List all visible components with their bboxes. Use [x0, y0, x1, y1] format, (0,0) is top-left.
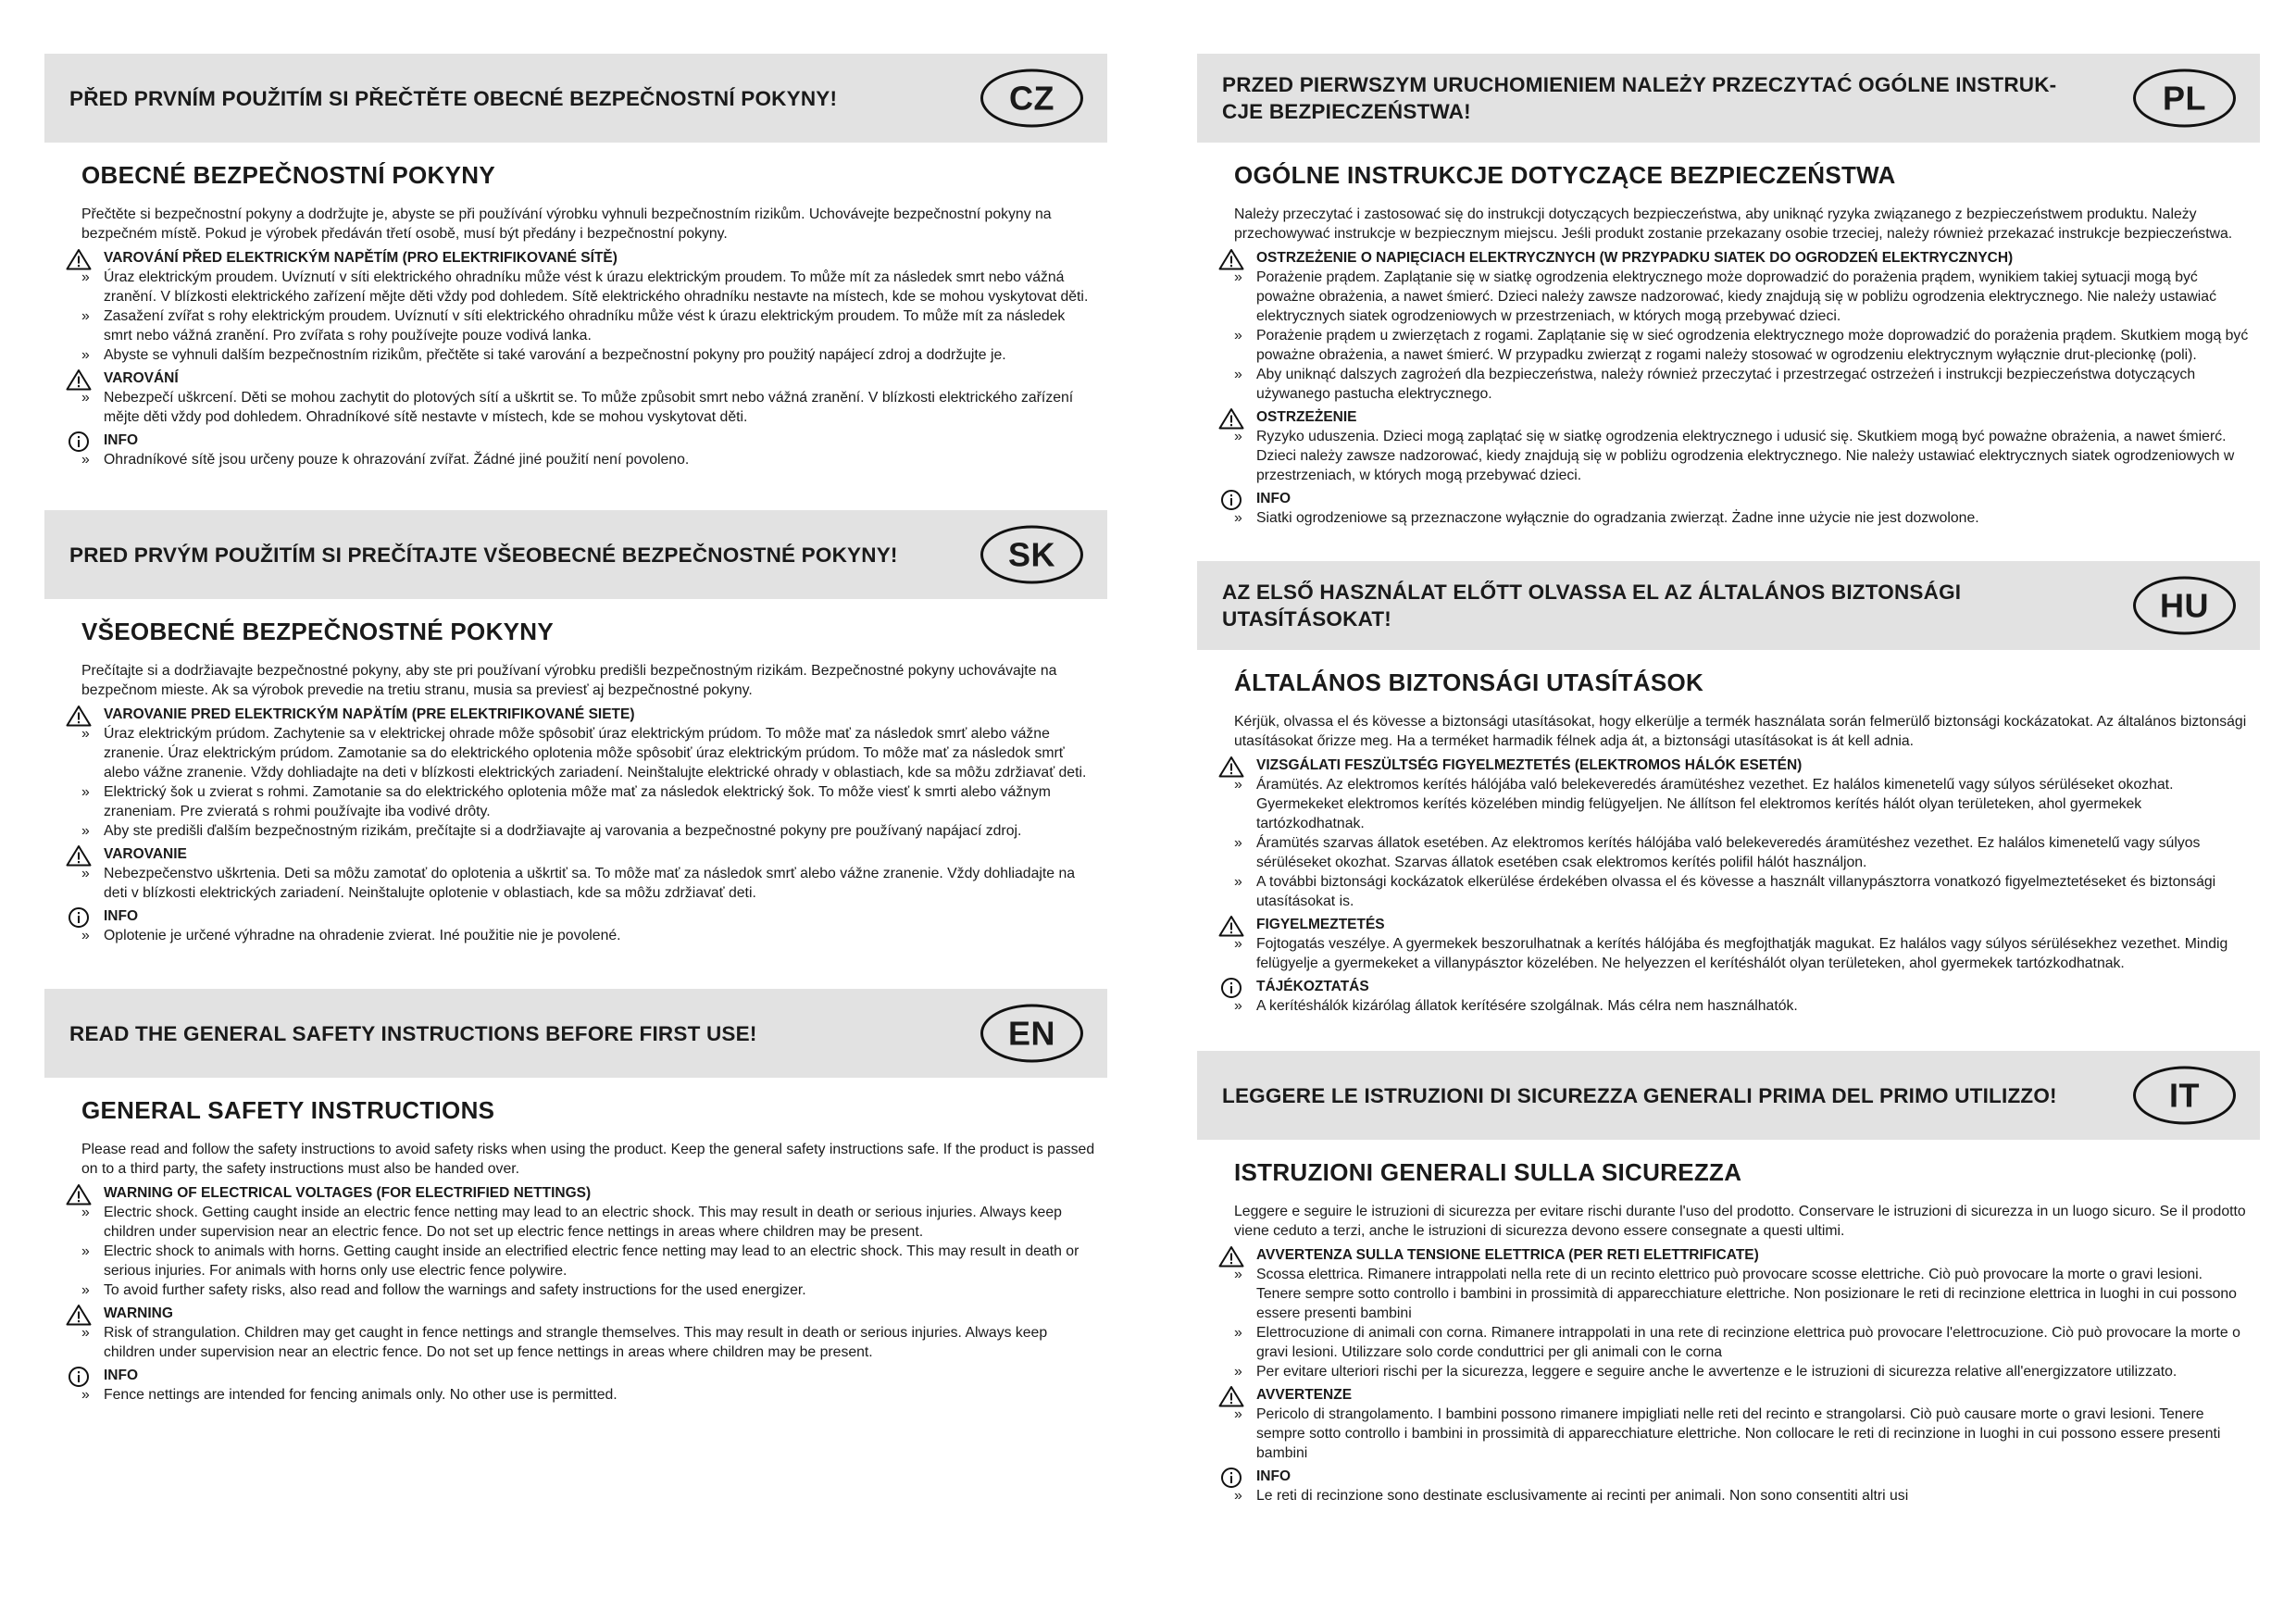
warning-voltage-heading [81, 1184, 1096, 1203]
list-item [81, 450, 1096, 469]
bullet-marker: » [81, 1205, 90, 1220]
list-item-text: Pericolo di strangolamento. I bambini possono rimanere impigliati nelle reti del recinto e strangolarsi. Ciò può causare morte o gravi lesioni. Tenere sempre sotto controllo i bambini in prossimità di apparecchiature elettriche. Non collocare le reti di recinzione in luoghi in cui possono essere presenti bambini [1256, 1406, 2221, 1461]
list-item [81, 1323, 1096, 1362]
list-item [1234, 833, 2249, 872]
info-list [1234, 996, 2249, 1016]
section-it [1197, 1051, 2260, 1505]
block-heading-text: VAROVANIE PRED ELEKTRICKÝM NAPÄTÍM (PRE ELEKTRIFIKOVANÉ SIETE) [104, 706, 635, 722]
block-heading-text: AVVERTENZE [1256, 1387, 1353, 1403]
section-header-text: AZ ELSŐ HASZNÁLAT ELŐTT OLVASSA EL AZ ÁLTALÁNOS BIZTONSÁGI UTASÍTÁSOKAT! [1222, 581, 1962, 631]
warning-list [81, 1323, 1096, 1362]
warning-voltage-heading [81, 249, 1096, 268]
warning-heading [81, 1305, 1096, 1323]
bullet-marker: » [1234, 367, 1242, 382]
list-item-text: Nebezpečenstvo uškrtenia. Deti sa môžu zamotať do oplotenia a uškrtiť sa. To môže mať za následok smrť alebo vážne zranenie. Vždy dohliadajte na deti v blízkosti elektrických zariadení. Neinštalujte oplotenie v oblastiach, kde sa môžu zdržiavať deti. [104, 866, 1076, 901]
bullet-marker: » [81, 1243, 90, 1259]
list-item [1234, 1362, 2249, 1381]
warning-heading [1234, 408, 2249, 427]
info-heading [1234, 978, 2249, 996]
warning-voltage-heading [1234, 1246, 2249, 1265]
list-item [81, 1203, 1096, 1242]
block-heading-text: FIGYELMEZTETÉS [1256, 917, 1385, 932]
section-body [44, 161, 1107, 469]
info-list [1234, 1486, 2249, 1505]
list-item-text: Oplotenie je určené výhradne na ohradenie zvierat. Iné použitie nie je povolené. [104, 928, 621, 943]
section-body [44, 1096, 1107, 1405]
list-item [81, 1385, 1096, 1405]
block-heading-text: INFO [104, 432, 139, 448]
bullet-marker: » [81, 866, 90, 881]
list-item-text: Scossa elettrica. Rimanere intrappolati nella rete di un recinto elettrico può provocare scosse elettriche. Ciò può provocare la morte o gravi lesioni. Tenere sempre sotto controllo i bambini in prossimità di apparecchiature elettriche. Non posizionare le reti di recinzione elettrica in luoghi in cui possono essere presenti bambini [1256, 1267, 2237, 1321]
list-item-text: Áramütés. Az elektromos kerítés hálójába való belekeveredés áramütéshez vezethet. Ez halálos kimenetelű vagy súlyos sérüléseket okozhat. Gyermekeket elektromos kerítés közelében mindig felügyeljen. Ne állítson fel elektromos kerítés hálót olyan területeken, ahol gyermekek tartózkodhatnak. [1256, 777, 2174, 831]
list-item [1234, 1486, 2249, 1505]
list-item-text: Fojtogatás veszélye. A gyermekek beszorulhatnak a kerítés hálójába és megfojthatják magukat. Ez halálos vagy súlyos sérülésekhez vezethet. Mindig felügyelje a gyermekeket a villanypásztor közelében. Ne helyezzen el kerítéshálót olyan területeken, ahol gyermekek tartózkodhatnak. [1256, 936, 2228, 971]
section-header-text: PRED PRVÝM POUŽITÍM SI PREČÍTAJTE VŠEOBECNÉ BEZPEČNOSTNÉ POKYNY! [69, 543, 898, 567]
warning-list [81, 864, 1096, 903]
bullet-marker: » [81, 347, 90, 363]
language-badge: CZ [980, 69, 1083, 128]
language-badge: PL [2133, 69, 2236, 128]
list-item [1234, 326, 2249, 365]
bullet-marker: » [1234, 998, 1242, 1014]
block-heading-text: VAROVANIE [104, 846, 187, 862]
list-item [81, 864, 1096, 903]
list-item-text: Fence nettings are intended for fencing animals only. No other use is permitted. [104, 1387, 618, 1403]
warning-list [1234, 934, 2249, 973]
block-heading-text: INFO [104, 908, 139, 924]
section-header-text: PŘED PRVNÍM POUŽITÍM SI PŘEČTĚTE OBECNÉ BEZPEČNOSTNÍ POKYNY! [69, 86, 838, 110]
warning-voltage-heading [1234, 756, 2249, 775]
list-item-text: Úraz elektrickým prúdom. Zachytenie sa v elektrickej ohrade môže spôsobiť úraz elektrickým prúdom. To môže mať za následok smrť alebo vážne zranenie. Úraz elektrickým prúdom. Zamotanie sa do elektrického oplotenia môže spôsobiť úraz elektrickým prúdom. To môže mať za následok smrť alebo vážne zranenie. Vždy dohliadajte na deti v blízkosti elektrických zariadení. Neinštalujte elektrické ohrady v oblastiach, kde sa môžu zdržiavať deti. [104, 726, 1087, 781]
bullet-marker: » [81, 308, 90, 324]
bullet-marker: » [1234, 429, 1242, 444]
block-heading-text: OSTRZEŻENIE [1256, 409, 1357, 425]
bullet-marker: » [81, 1387, 90, 1403]
intro-paragraph: Prečítajte si a dodržiavajte bezpečnostné pokyny, aby ste pri používaní výrobku predišli bezpečnostným rizikám. Bezpečnostné pokyny uchovávajte na bezpečnom mieste. Ak sa výrobok prevedie na tretiu stranu, musia sa previesť aj bezpečnostné pokyny. [81, 663, 1057, 698]
bullet-marker: » [1234, 777, 1242, 793]
section-header-band [44, 510, 1107, 599]
list-item-text: Per evitare ulteriori rischi per la sicurezza, leggere e seguire anche le avvertenze e le istruzioni di sicurezza relative all'energizzatore utilizzato. [1256, 1364, 2177, 1380]
section-title: VŠEOBECNÉ BEZPEČNOSTNÉ POKYNY [81, 618, 555, 645]
list-item [81, 782, 1096, 821]
bullet-marker: » [81, 823, 90, 839]
bullet-marker: » [81, 269, 90, 285]
info-list [1234, 508, 2249, 528]
section-title: ISTRUZIONI GENERALI SULLA SICUREZZA [1234, 1158, 1742, 1186]
list-item [81, 345, 1096, 365]
block-heading-text: INFO [1256, 1468, 1292, 1484]
list-item [1234, 934, 2249, 973]
list-item-text: Le reti di recinzione sono destinate esclusivamente ai recinti per animali. Non sono consentiti altri usi [1256, 1488, 1909, 1504]
warning-voltage-heading [81, 706, 1096, 724]
language-badge: HU [2133, 577, 2236, 635]
section-header-band [44, 54, 1107, 143]
list-item [81, 724, 1096, 782]
section-title: GENERAL SAFETY INSTRUCTIONS [81, 1096, 495, 1124]
section-pl [1197, 54, 2260, 528]
list-item-text: Porażenie prądem. Zaplątanie się w siatkę ogrodzenia elektrycznego może doprowadzić do porażenia prądem, wynikiem takiej sytuacji mogą być poważne obrażenia, a nawet śmierć. Dzieci należy zawsze nadzorować, kiedy znajdują się w pobliżu ogrodzenia elektrycznego. Nie należy ustawiać elektrycznych siatek ogrodzeniowych w przestrzeniach, w których mogą przebywać dzieci. [1256, 269, 2216, 324]
list-item-text: Áramütés szarvas állatok esetében. Az elektromos kerítés hálójába való belekeveredés áramütéshez vezethet. Ez halálos kimenetelű vagy súlyos sérüléseket okozhat. Szarvas állatok esetében csak elektromos kerítés polifil hálót használjon. [1256, 835, 2201, 870]
list-item [1234, 365, 2249, 404]
block-heading-text: INFO [104, 1368, 139, 1383]
section-header-band [44, 989, 1107, 1078]
bullet-marker: » [1234, 874, 1242, 890]
list-item [81, 388, 1096, 427]
block-heading-text: OSTRZEŻENIE O NAPIĘCIACH ELEKTRYCZNYCH (W PRZYPADKU SIATEK DO OGRODZEŃ ELEKTRYCZNYCH) [1256, 250, 2014, 266]
list-item-text: Aby uniknąć dalszych zagrożeń dla bezpieczeństwa, należy również przeczytać i przestrzegać ostrzeżeń i instrukcji bezpieczeństwa dotyczących używanego pastucha elektrycznego. [1256, 367, 2196, 402]
right-column [1197, 54, 2260, 1505]
section-header-band [1197, 54, 2260, 143]
bullet-marker: » [1234, 1364, 1242, 1380]
warning-list [81, 388, 1096, 427]
list-item [1234, 872, 2249, 911]
section-body [1197, 1158, 2260, 1505]
list-item-text: A kerítéshálók kizárólag állatok kerítésére szolgálnak. Más célra nem használhatók. [1256, 998, 1798, 1014]
list-item-text: Porażenie prądem u zwierzętach z rogami. Zaplątanie się w sieć ogrodzenia elektrycznego może doprowadzić do porażenia prądem. Skutkiem mogą być poważne obrażenia, a nawet śmierć. W przypadku zwierząt z rogami należy stosować w ogrodzeniu elektrycznym wyłącznie drut-plecionkę (poli). [1256, 328, 2249, 363]
bullet-marker: » [81, 452, 90, 468]
section-title: OGÓLNE INSTRUKCJE DOTYCZĄCE BEZPIECZEŃSTWA [1234, 161, 1896, 189]
info-heading [81, 907, 1096, 926]
list-item [81, 821, 1096, 841]
list-item-text: Úraz elektrickým proudem. Uvíznutí v síti elektrického ohradníku může vést k úrazu elektrickým proudem. To může mít za následek smrt nebo vážná zranění. V blízkosti elektrického zařízení mějte děti vždy pod dohledem. Sítě elektrického ohradníku nestavte na místech, kde se mohou vyskytovat děti. [104, 269, 1089, 305]
list-item-text: Abyste se vyhnuli dalším bezpečnostním rizikům, přečtěte si také varování a bezpečnostní pokyny pro použitý napájecí zdroj a dodržujte je. [104, 347, 1006, 363]
list-item [81, 268, 1096, 306]
language-badge: IT [2133, 1067, 2236, 1125]
section-hu [1197, 561, 2260, 1016]
info-list [81, 450, 1096, 469]
info-heading [1234, 490, 2249, 508]
bullet-marker: » [1234, 936, 1242, 952]
list-item [81, 926, 1096, 945]
warning-list [1234, 427, 2249, 485]
list-item-text: A további biztonsági kockázatok elkerülése érdekében olvassa el és kövesse a használt villanypásztorra vonatkozó figyelmeztetéseket és biztonsági utasításokat is. [1256, 874, 2216, 909]
list-item-text: Nebezpečí uškrcení. Děti se mohou zachytit do plotových sítí a uškrtit se. To může způsobit smrt nebo vážná zranění. V blízkosti elektrického zařízení mějte děti vždy pod dohledem. Ohradníkové sítě nestavte v místech, kde se mohou vyskytovat děti. [104, 390, 1074, 425]
section-header-band [1197, 561, 2260, 650]
bullet-marker: » [81, 928, 90, 943]
list-item-text: Elektrický šok u zvierat s rohmi. Zamotanie sa do elektrického oplotenia môže mať za následok elektrický šok. To môže viesť k smrti alebo vážnym zraneniam. Pre zvieratá s rohmi používajte iba vodivé drôty. [104, 784, 1051, 819]
info-heading [81, 431, 1096, 450]
info-list [81, 926, 1096, 945]
bullet-marker: » [81, 1282, 90, 1298]
list-item [1234, 1405, 2249, 1463]
warning-voltage-list [1234, 268, 2249, 404]
intro-paragraph: Kérjük, olvassa el és kövesse a biztonsági utasításokat, hogy elkerülje a termék használata során felmerülő biztonsági kockázatokat. Az általános biztonsági utasításokat őrizze meg. Ha a terméket harmadik félnek adja át, a biztonsági utasításokat is át kell adnia. [1234, 714, 2247, 749]
warning-voltage-list [81, 268, 1096, 365]
list-item-text: Electric shock to animals with horns. Getting caught inside an electrified electric fence netting may lead to an electric shock. This may result in death or serious injuries. For animals with horns only use electric fence polywire. [104, 1243, 1079, 1279]
bullet-marker: » [81, 1325, 90, 1341]
language-badge: EN [980, 1005, 1083, 1063]
warning-voltage-heading [1234, 249, 2249, 268]
block-heading-text: VIZSGÁLATI FESZÜLTSÉG FIGYELMEZTETÉS (ELEKTROMOS HÁLÓK ESETÉN) [1256, 757, 1803, 773]
block-heading-text: VAROVÁNÍ PŘED ELEKTRICKÝM NAPĚTÍM (PRO ELEKTRIFIKOVANÉ SÍTĚ) [104, 250, 618, 266]
list-item [1234, 775, 2249, 833]
intro-paragraph: Please read and follow the safety instructions to avoid safety risks when using the product. Keep the general safety instructions safe. If the product is passed on to a third party, the safety instructions must also be handed over. [81, 1142, 1095, 1177]
section-sk [44, 510, 1107, 945]
section-body [44, 618, 1107, 945]
bullet-marker: » [81, 784, 90, 800]
list-item-text: Electric shock. Getting caught inside an electric fence netting may lead to an electric shock. This may result in death or serious injuries. Always keep children under supervision near an electric fence. Do not set up electric fence nettings in areas where children may be present. [104, 1205, 1062, 1240]
intro-paragraph: Leggere e seguire le istruzioni di sicurezza per evitare rischi durante l'uso del prodotto. Conservare le istruzioni di sicurezza in un luogo sicuro. Se il prodotto viene ceduto a terzi, anche le istruzioni di sicurezza devono essere consegnate a questi ultimi. [1234, 1204, 2246, 1239]
section-title: OBECNÉ BEZPEČNOSTNÍ POKYNY [81, 161, 495, 189]
block-heading-text: TÁJÉKOZTATÁS [1256, 979, 1369, 994]
warning-heading [1234, 1386, 2249, 1405]
warning-voltage-list [1234, 1265, 2249, 1381]
list-item [81, 1280, 1096, 1300]
block-heading-text: WARNING [104, 1305, 173, 1321]
list-item-text: Ryzyko uduszenia. Dzieci mogą zaplątać się w siatkę ogrodzenia elektrycznego i udusić się. Skutkiem mogą być poważne obrażenia, a nawet śmierć. Dzieci należy zawsze nadzorować, kiedy znajdują się w pobliżu ogrodzenia elektrycznego. Nie należy ustawiać elektrycznych siatek ogrodzeniowych w przestrzeniach, w których mogą przebywać dzieci. [1256, 429, 2235, 483]
list-item [1234, 996, 2249, 1016]
warning-voltage-list [81, 724, 1096, 841]
info-heading [81, 1367, 1096, 1385]
block-heading-text: AVVERTENZA SULLA TENSIONE ELETTRICA (PER RETI ELETTRIFICATE) [1256, 1247, 1759, 1263]
list-item-text: Ohradníkové sítě jsou určeny pouze k ohrazování zvířat. Žádné jiné použití není povoleno. [104, 452, 690, 468]
info-list [81, 1385, 1096, 1405]
info-heading [1234, 1468, 2249, 1486]
list-item [1234, 427, 2249, 485]
bullet-marker: » [1234, 1325, 1242, 1341]
list-item-text: Aby ste predišli ďalším bezpečnostným rizikám, prečítajte si a dodržiavajte aj varovania a bezpečnostné pokyny pre používaný napájací zdroj. [104, 823, 1022, 839]
block-heading-text: INFO [1256, 491, 1292, 506]
warning-voltage-list [81, 1203, 1096, 1300]
bullet-marker: » [1234, 328, 1242, 344]
block-heading-text: VAROVÁNÍ [104, 370, 179, 386]
section-header-text: READ THE GENERAL SAFETY INSTRUCTIONS BEFORE FIRST USE! [69, 1021, 757, 1045]
warning-voltage-list [1234, 775, 2249, 911]
list-item [1234, 268, 2249, 326]
section-body [1197, 161, 2260, 528]
list-item [81, 1242, 1096, 1280]
list-item-text: Elettrocuzione di animali con corna. Rimanere intrappolati in una rete di recinzione elettrica può provocare l'elettrocuzione. Ciò può provocare la morte o gravi lesioni. Utilizzare solo corde conduttrici per gli animali con le corna [1256, 1325, 2240, 1360]
section-en [44, 989, 1107, 1405]
bullet-marker: » [1234, 1406, 1242, 1422]
warning-heading [81, 369, 1096, 388]
section-title: ÁLTALÁNOS BIZTONSÁGI UTASÍTÁSOK [1234, 668, 1704, 696]
section-header-text: LEGGERE LE ISTRUZIONI DI SICUREZZA GENERALI PRIMA DEL PRIMO UTILIZZO! [1222, 1083, 2057, 1107]
intro-paragraph: Přečtěte si bezpečnostní pokyny a dodržujte je, abyste se při používání výrobku vyhnuli bezpečnostním rizikům. Uchovávejte bezpečnostní pokyny na bezpečném místě. Pokud je výrobek předáván třetí osobě, musí být předány i bezpečnostní pokyny. [81, 206, 1052, 242]
list-item-text: To avoid further safety risks, also read and follow the warnings and safety instructions for the used energizer. [104, 1282, 806, 1298]
bullet-marker: » [1234, 510, 1242, 526]
list-item-text: Risk of strangulation. Children may get caught in fence nettings and strangle themselves. This may result in death or serious injuries. Always keep children under supervision near an electric fence. Do not set up fence nettings in areas where children may be present. [104, 1325, 1048, 1360]
bullet-marker: » [81, 726, 90, 742]
list-item [81, 306, 1096, 345]
bullet-marker: » [1234, 1488, 1242, 1504]
warning-heading [1234, 916, 2249, 934]
bullet-marker: » [1234, 269, 1242, 285]
list-item-text: Siatki ogrodzeniowe są przeznaczone wyłącznie do ogradzania zwierząt. Żadne inne użycie nie jest dozwolone. [1256, 510, 1979, 526]
language-badge: SK [980, 526, 1083, 584]
list-item-text: Zasažení zvířat s rohy elektrickým proudem. Uvíznutí v síti elektrického ohradníku může vést k úrazu elektrickým proudem. To může mít za následek smrt nebo vážná zranění. Pro zvířata s rohy používejte pouze vodivá lanka. [104, 308, 1066, 344]
bullet-marker: » [81, 390, 90, 406]
list-item [1234, 508, 2249, 528]
left-column [44, 54, 1107, 1405]
list-item [1234, 1323, 2249, 1362]
section-header-band [1197, 1051, 2260, 1140]
section-header-text: PRZED PIERWSZYM URUCHOMIENIEM NALEŻY PRZECZYTAĆ OGÓLNE INSTRUK- CJE BEZPIECZEŃSTWA! [1222, 73, 2057, 123]
warning-list [1234, 1405, 2249, 1463]
section-cz [44, 54, 1107, 469]
warning-heading [81, 845, 1096, 864]
bullet-marker: » [1234, 835, 1242, 851]
intro-paragraph: Należy przeczytać i zastosować się do instrukcji dotyczących bezpieczeństwa, aby uniknąć ryzyka związanego z bezpieczeństwem produktu. Należy przechowywać instrukcje w bezpiecznym miejscu. Jeśli produkt zostanie przekazany osobie trzeciej, należy również przekazać instrukcje bezpieczeństwa. [1234, 206, 2233, 242]
list-item [1234, 1265, 2249, 1323]
bullet-marker: » [1234, 1267, 1242, 1282]
section-body [1197, 668, 2260, 1016]
block-heading-text: WARNING OF ELECTRICAL VOLTAGES (FOR ELECTRIFIED NETTINGS) [104, 1185, 592, 1201]
